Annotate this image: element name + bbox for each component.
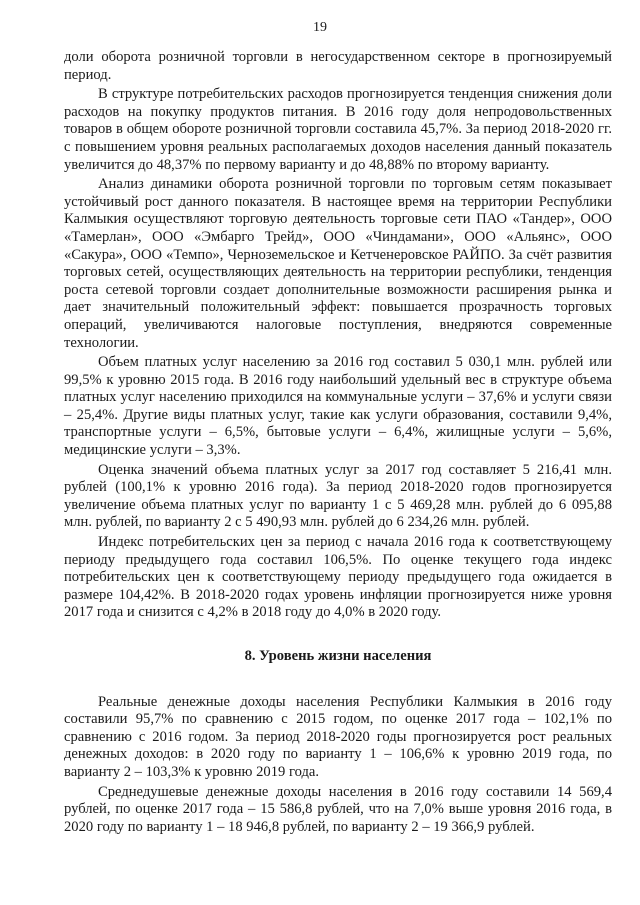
paragraph-continuation: доли оборота розничной торговли в негосударственном секторе в прогнозируемый период. <box>64 49 612 83</box>
page-number: 19 <box>313 20 327 35</box>
paragraph-consumer-price-index: Индекс потребительских цен за период с начала 2016 года к соответствующему периоду предыдущего года составил 106,5%. По оценке текущего года индекс потребительских цен к соответствующему периоду предыдущего года ожидается в размере 104,42%. В 2018-2020 годах уровень инфляции прогнозируется ниже уровня 2017 года и снизится с 4,2% в 2018 году до 4,0% в 2020 году. <box>64 534 612 621</box>
paragraph-paid-services-forecast: Оценка значений объема платных услуг за 2017 год составляет 5 216,41 млн. рублей (100,1% к уровню 2016 года). За период 2018-2020 годов прогнозируется увеличение объема платных услуг по варианту 1 с 5 469,28 млн. рублей до 6 095,88 млн. рублей, по варианту 2 с 5 490,93 млн. рублей до 6 234,26 млн. рублей. <box>64 461 612 531</box>
paragraph-real-income: Реальные денежные доходы населения Республики Калмыкия в 2016 году составили 95,7% по сравнению с 2015 годом, по оценке 2017 года – 102,1% по сравнению с 2016 годом. За период 2018-2020 годы прогнозируется рост реальных денежных доходов: в 2020 году по варианту 1 – 106,6% к уровню 2019 года, по варианту 2 – 103,3% к уровню 2019 года. <box>64 693 612 780</box>
body-text <box>64 49 612 838</box>
paragraph-paid-services-2016: Объем платных услуг населению за 2016 год составил 5 030,1 млн. рублей или 99,5% к уровню 2015 года. В 2016 году наибольший удельный вес в структуре объема платных услуг населению приходился на коммунальные услуги – 37,6% и услуги связи – 25,4%. Другие виды платных услуг, такие как услуги образования, составили 9,4%, транспортные услуги – 6,5%, бытовые услуги – 6,4%, жилищные услуги – 5,6%, медицинские услуги – 3,3%. <box>64 354 612 459</box>
paragraph-retail-chains: Анализ динамики оборота розничной торговли по торговым сетям показывает устойчивый рост данного показателя. В настоящее время на территории Республики Калмыкия осуществляют торговую деятельность торговые сети ПАО «Тандер», ООО «Тамерлан», ООО «Эмбарго Трейд», ООО «Чиндамани», ООО «Альянс», ООО «Сакура», ООО «Темпо», Черноземельское и Кетченеровское РАЙПО. За счёт развития торговых сетей, осуществляющих деятельность на территории республики, тенденция роста сетевой торговли создает дополнительные возможности расширения рынка и дает значительный положительный эффект: повышается прозрачность торговых операций, увеличиваются налоговые поступления, внедряются современные технологии. <box>64 176 612 351</box>
paragraph-per-capita-income: Среднедушевые денежные доходы населения в 2016 году составили 14 569,4 рублей, по оценке 2017 года – 15 586,8 рублей, что на 7,0% выше уровня 2016 года, в 2020 году по варианту 1 – 18 946,8 рублей, по варианту 2 – 19 366,9 рублей. <box>64 783 612 835</box>
section-heading: 8. Уровень жизни населения <box>244 648 432 664</box>
paragraph-consumer-spending: В структуре потребительских расходов прогнозируется тенденция снижения доли расходов на покупку продуктов питания. В 2016 году доля непродовольственных товаров в общем обороте розничной торговли составила 45,7%. За период 2018-2020 гг. с повышением уровня реальных располагаемых доходов населения данный показатель увеличится до 48,37% по первому варианту и до 48,88% по второму варианту. <box>64 86 612 173</box>
